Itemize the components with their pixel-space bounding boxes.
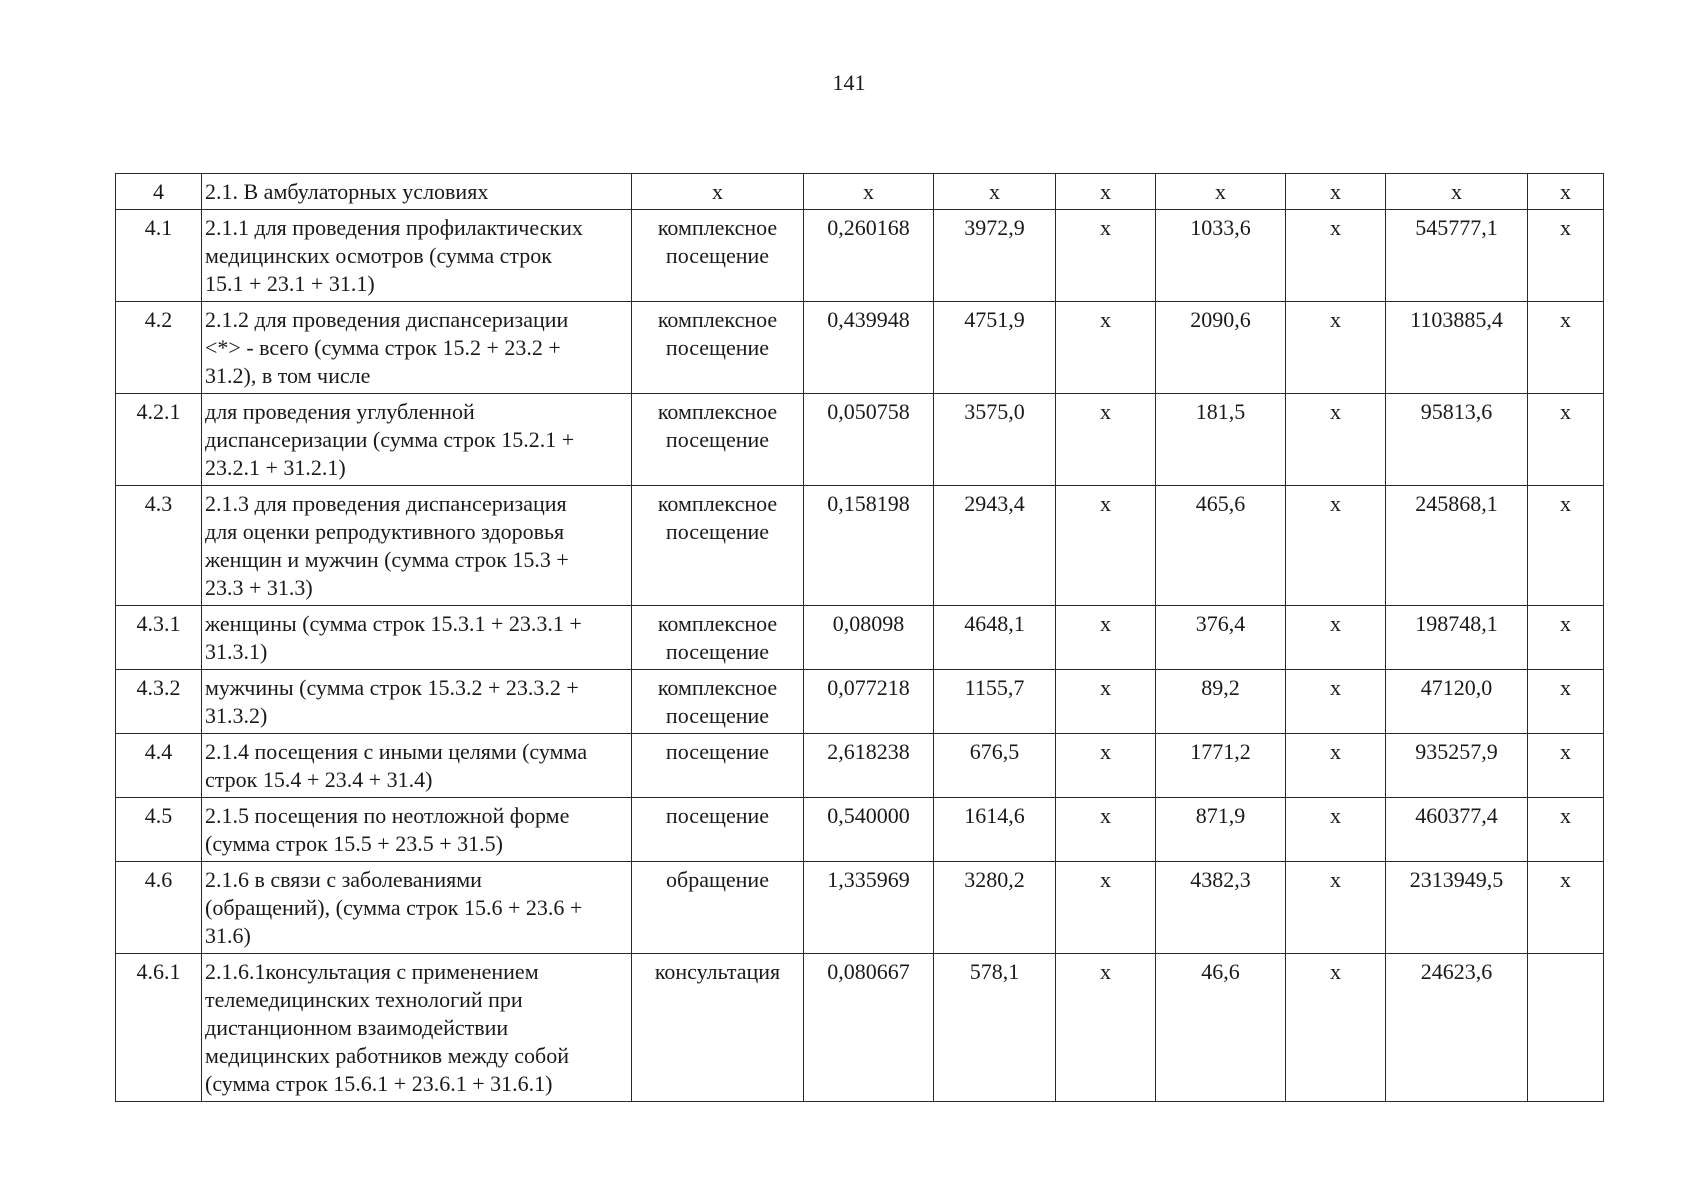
row-value-c1: 0,260168 [804,210,934,302]
row-number: 4.5 [116,798,202,862]
row-value-c6: 95813,6 [1386,394,1528,486]
row-value-c2: 2943,4 [934,486,1056,606]
row-value-c7: х [1528,486,1604,606]
row-unit [632,798,804,862]
table-row [116,670,1604,734]
row-unit-line: посещение [665,703,770,728]
row-value-c4: 4382,3 [1156,862,1286,954]
row-value-c6: 198748,1 [1386,606,1528,670]
row-name-line: <*> - всего (сумма строк 15.2 + 23.2 + [205,335,561,360]
row-value-c5: х [1286,606,1386,670]
row-unit-line: посещение [665,519,770,544]
row-number: 4.6.1 [116,954,202,1102]
row-value-c6: х [1386,174,1528,210]
row-number: 4.2.1 [116,394,202,486]
row-unit-line: консультация [654,959,781,984]
row-value-c7: х [1528,670,1604,734]
row-value-c7 [1528,954,1604,1102]
table-row [116,210,1604,302]
row-value-c5: х [1286,394,1386,486]
row-unit-line: комплексное [657,399,778,424]
row-unit-line: комплексное [657,675,778,700]
row-name-line: 2.1.6 в связи с заболеваниями [205,867,482,892]
table-row [116,606,1604,670]
row-value-c6: 24623,6 [1386,954,1528,1102]
row-value-c7: х [1528,394,1604,486]
row-value-c2: 3575,0 [934,394,1056,486]
row-value-c5: х [1286,670,1386,734]
row-unit [632,734,804,798]
table-row [116,394,1604,486]
row-value-c5: х [1286,954,1386,1102]
row-value-c5: х [1286,734,1386,798]
row-unit [632,606,804,670]
row-name-line: (обращений), (сумма строк 15.6 + 23.6 + [205,895,583,920]
row-name [202,734,632,798]
row-unit-line: комплексное [657,611,778,636]
row-value-c4: 376,4 [1156,606,1286,670]
row-name-line: медицинских осмотров (сумма строк [205,243,552,268]
table-row [116,302,1604,394]
row-name [202,486,632,606]
row-name-line: 15.1 + 23.1 + 31.1) [205,271,375,296]
row-value-c1: 0,439948 [804,302,934,394]
row-number: 4.3.1 [116,606,202,670]
row-value-c6: 1103885,4 [1386,302,1528,394]
table-row [116,954,1604,1102]
row-value-c1: 2,618238 [804,734,934,798]
row-name-line: 2.1.5 посещения по неотложной форме [205,803,570,828]
row-value-c7: х [1528,302,1604,394]
row-value-c7: х [1528,174,1604,210]
row-value-c3: х [1056,486,1156,606]
row-value-c6: 245868,1 [1386,486,1528,606]
row-name-line: женщин и мужчин (сумма строк 15.3 + [205,547,569,572]
row-value-c7: х [1528,862,1604,954]
row-name-line: 2.1. В амбулаторных условиях [205,179,489,204]
row-value-c6: 2313949,5 [1386,862,1528,954]
row-value-c6: 545777,1 [1386,210,1528,302]
row-unit-line: комплексное [657,491,778,516]
row-name [202,670,632,734]
row-name-line: 31.2), в том числе [205,363,371,388]
row-name [202,174,632,210]
row-name-line: 2.1.6.1консультация с применением [205,959,539,984]
row-value-c2: х [934,174,1056,210]
row-value-c1: 0,158198 [804,486,934,606]
row-number: 4.3.2 [116,670,202,734]
row-unit-line: комплексное [657,215,778,240]
row-value-c2: 1155,7 [934,670,1056,734]
row-value-c3: х [1056,302,1156,394]
row-value-c5: х [1286,798,1386,862]
row-value-c3: х [1056,798,1156,862]
row-number: 4 [116,174,202,210]
row-unit [632,670,804,734]
table-row [116,174,1604,210]
table-row [116,486,1604,606]
row-name-line: диспансеризации (сумма строк 15.2.1 + [205,427,575,452]
row-value-c2: 578,1 [934,954,1056,1102]
row-value-c5: х [1286,210,1386,302]
row-value-c3: х [1056,670,1156,734]
row-name-line: для оценки репродуктивного здоровья [205,519,565,544]
row-name [202,302,632,394]
row-name-line: 2.1.4 посещения с иными целями (сумма [205,739,588,764]
page-number: 141 [832,70,866,95]
row-value-c2: 3972,9 [934,210,1056,302]
row-value-c5: х [1286,302,1386,394]
row-value-c4: 1033,6 [1156,210,1286,302]
row-value-c1: 0,080667 [804,954,934,1102]
row-number: 4.4 [116,734,202,798]
row-value-c6: 935257,9 [1386,734,1528,798]
row-value-c2: 4751,9 [934,302,1056,394]
row-name-line: строк 15.4 + 23.4 + 31.4) [205,767,433,792]
data-table [115,173,1604,1102]
row-name-line: 31.3.1) [205,639,268,664]
row-name-line: 2.1.3 для проведения диспансеризация [205,491,567,516]
row-value-c2: 1614,6 [934,798,1056,862]
row-name [202,954,632,1102]
row-unit [632,302,804,394]
row-name-line: женщины (сумма строк 15.3.1 + 23.3.1 + [205,611,582,636]
row-name [202,210,632,302]
row-name-line: 31.6) [205,923,251,948]
row-unit [632,394,804,486]
row-value-c4: 1771,2 [1156,734,1286,798]
row-name-line: мужчины (сумма строк 15.3.2 + 23.3.2 + [205,675,579,700]
row-value-c4: х [1156,174,1286,210]
row-unit-line: обращение [666,867,769,892]
row-unit [632,210,804,302]
row-unit [632,486,804,606]
row-name [202,606,632,670]
row-name-line: 2.1.1 для проведения профилактических [205,215,583,240]
table-body [116,174,1604,1102]
row-value-c4: 181,5 [1156,394,1286,486]
row-value-c1: 0,077218 [804,670,934,734]
row-value-c1: 0,050758 [804,394,934,486]
row-name-line: медицинских работников между собой [205,1043,570,1068]
row-value-c4: 2090,6 [1156,302,1286,394]
table-row [116,734,1604,798]
row-unit-line: посещение [665,639,770,664]
row-unit-line: комплексное [657,307,778,332]
table-row [116,798,1604,862]
row-value-c4: 46,6 [1156,954,1286,1102]
row-unit [632,174,804,210]
row-value-c3: х [1056,210,1156,302]
row-name-line: 23.3 + 31.3) [205,575,313,600]
row-value-c7: х [1528,798,1604,862]
row-value-c2: 4648,1 [934,606,1056,670]
row-value-c5: х [1286,174,1386,210]
row-value-c1: 0,540000 [804,798,934,862]
table-row [116,862,1604,954]
row-value-c1: х [804,174,934,210]
row-value-c4: 465,6 [1156,486,1286,606]
row-value-c6: 47120,0 [1386,670,1528,734]
row-value-c3: х [1056,606,1156,670]
row-unit-line: посещение [665,427,770,452]
row-name-line: 2.1.2 для проведения диспансеризации [205,307,569,332]
row-value-c3: х [1056,174,1156,210]
row-unit-line: х [712,179,723,204]
row-value-c3: х [1056,734,1156,798]
row-name-line: дистанционном взаимодействии [205,1015,509,1040]
row-name-line: 23.2.1 + 31.2.1) [205,455,346,480]
row-name-line: (сумма строк 15.6.1 + 23.6.1 + 31.6.1) [205,1071,553,1096]
row-name-line: для проведения углубленной [205,399,475,424]
row-unit-line: посещение [665,803,770,828]
row-unit [632,862,804,954]
row-value-c7: х [1528,734,1604,798]
row-value-c3: х [1056,394,1156,486]
row-value-c1: 0,08098 [804,606,934,670]
row-unit-line: посещение [665,335,770,360]
row-name [202,862,632,954]
row-name-line: (сумма строк 15.5 + 23.5 + 31.5) [205,831,503,856]
row-number: 4.6 [116,862,202,954]
row-value-c1: 1,335969 [804,862,934,954]
row-unit-line: посещение [665,739,770,764]
row-value-c7: х [1528,210,1604,302]
row-value-c4: 871,9 [1156,798,1286,862]
row-value-c6: 460377,4 [1386,798,1528,862]
row-name-line: 31.3.2) [205,703,268,728]
row-value-c3: х [1056,862,1156,954]
row-value-c4: 89,2 [1156,670,1286,734]
row-number: 4.1 [116,210,202,302]
row-value-c5: х [1286,486,1386,606]
row-number: 4.2 [116,302,202,394]
row-value-c7: х [1528,606,1604,670]
row-value-c2: 676,5 [934,734,1056,798]
row-unit [632,954,804,1102]
row-value-c3: х [1056,954,1156,1102]
row-value-c5: х [1286,862,1386,954]
row-number: 4.3 [116,486,202,606]
row-name [202,394,632,486]
row-value-c2: 3280,2 [934,862,1056,954]
row-name [202,798,632,862]
row-unit-line: посещение [665,243,770,268]
row-name-line: телемедицинских технологий при [205,987,523,1012]
